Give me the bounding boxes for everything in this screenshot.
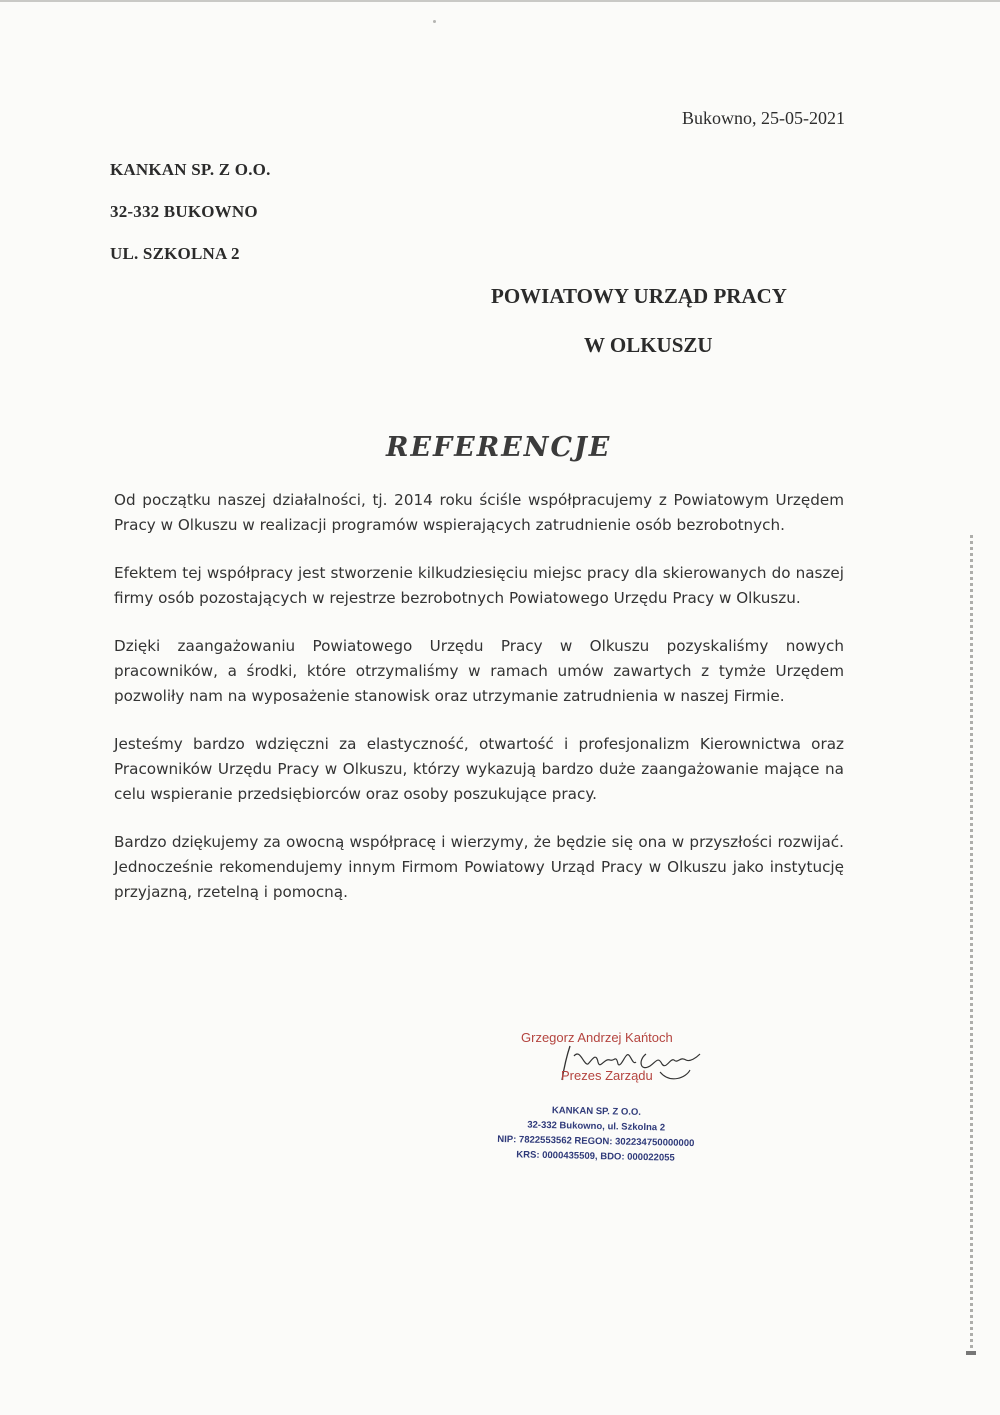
body-paragraph: Dzięki zaangażowaniu Powiatowego Urzędu Pracy w Olkuszu pozyskaliśmy nowych pracowników, a środki, które otrzymaliśmy w ramach umów zawartych z tymże Urzędem pozwoliły nam na wyposażenie stanowisk oraz utrzymanie zatrudnienia w naszej Firmie. bbox=[114, 637, 844, 705]
signatory-name: Grzegorz Andrzej Kańtoch bbox=[521, 1030, 673, 1045]
scan-edge-mark bbox=[966, 1351, 976, 1355]
company-stamp bbox=[477, 1102, 714, 1167]
body-paragraph: Jesteśmy bardzo wdzięczni za elastyczność, otwartość i profesjonalizm Kierownictwa oraz Pracowników Urzędu Pracy w Olkuszu, którzy wykazują bardzo duże zaangażowanie mające na celu wspieranie przedsiębiorców oraz osoby poszukujące pracy. bbox=[114, 735, 844, 803]
scan-edge-top bbox=[0, 0, 1000, 2]
document-title: REFERENCJE bbox=[386, 432, 612, 463]
body-paragraph: Od początku naszej działalności, tj. 2014 roku ściśle współpracujemy z Powiatowym Urzędem Pracy w Olkuszu w realizacji programów wspierających zatrudnienie osób bezrobotnych. bbox=[114, 491, 844, 534]
stamp-nip-regon: NIP: 7822553562 REGON: 302234750000000 bbox=[497, 1133, 695, 1150]
body-paragraph: Efektem tej współpracy jest stworzenie kilkudziesięciu miejsc pracy dla skierowanych do naszej firmy osób pozostających w rejestrze bezrobotnych Powiatowego Urzędu Pracy w Olkuszu. bbox=[114, 564, 844, 607]
body-paragraph: Bardzo dziękujemy za owocną współpracę i wierzymy, że będzie się ona w przyszłości rozwijać. Jednocześnie rekomendujemy innym Firmom Powiatowy Urząd Pracy w Olkuszu jako instytucję przyjazną, rzetelną i pomocną. bbox=[114, 833, 844, 901]
stamp-company: KANKAN SP. Z O.O. bbox=[551, 1105, 642, 1118]
sender-street: UL. SZKOLNA 2 bbox=[110, 244, 240, 263]
letter-date: Bukowno, 25-05-2021 bbox=[682, 108, 845, 128]
sender-company: KANKAN SP. Z O.O. bbox=[110, 160, 271, 179]
recipient-line-2: W OLKUSZU bbox=[584, 333, 713, 357]
signatory-role: Prezes Zarządu bbox=[561, 1068, 653, 1083]
stamp-krs-bdo: KRS: 0000435509, BDO: 000022055 bbox=[516, 1149, 675, 1164]
stamp-address: 32-332 Bukowno, ul. Szkolna 2 bbox=[527, 1119, 666, 1134]
recipient-line-1: POWIATOWY URZĄD PRACY bbox=[491, 284, 787, 308]
sender-postal: 32-332 BUKOWNO bbox=[110, 202, 258, 221]
scan-speck bbox=[433, 20, 436, 23]
scan-edge-right bbox=[970, 535, 973, 1355]
letter-body bbox=[114, 488, 844, 928]
